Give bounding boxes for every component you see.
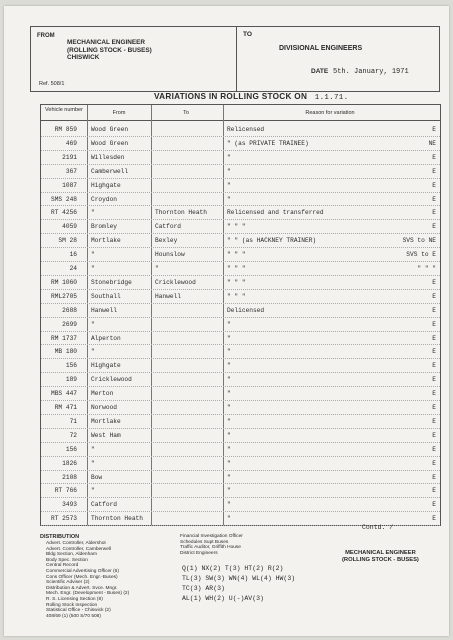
cell-code: E [432, 320, 436, 328]
title-date: 1.1.71. [314, 94, 349, 102]
cell-code: E [432, 195, 436, 203]
distribution-line: Commercial Advertising Officer (6) [46, 568, 119, 574]
cell-from-depot: " [91, 459, 95, 467]
cell-code: E [432, 445, 436, 453]
cell-vehicle-number: SM 28 [58, 237, 77, 245]
variations-table [40, 104, 441, 526]
cell-code: SVS to NE [402, 237, 436, 245]
signature-block [342, 550, 419, 564]
code-line: AL(1) WH(2) U(-)AV(3) [182, 595, 264, 602]
row-rule [41, 247, 440, 248]
column-divider [223, 105, 224, 525]
cell-code: E [432, 404, 436, 411]
distribution-line: Advert. Controller, Aldershot [46, 541, 106, 546]
distribution-line: District Engineers [180, 550, 218, 556]
row-rule [41, 470, 440, 471]
code-line: TC(3) AR(3) [182, 585, 225, 592]
cell-from-depot: West Ham [91, 431, 121, 439]
distribution-heading: DISTRIBUTION [40, 534, 80, 540]
distribution-line: Body Spec. Section [46, 557, 88, 563]
code-line: Q(1) NX(2) T(3) HT(2) R(2) [182, 565, 284, 572]
cell-from-depot: Willesden [91, 153, 125, 161]
cell-vehicle-number: 189 [65, 376, 77, 384]
cell-from-depot: " [91, 487, 95, 495]
cell-from-depot: Highgate [91, 362, 121, 370]
cell-from-depot: " [91, 251, 95, 259]
cell-from-depot: Mortlake [91, 417, 121, 425]
title-text: VARIATIONS IN ROLLING STOCK ON [154, 92, 308, 101]
distribution-list-secondary [180, 534, 243, 556]
cell-vehicle-number: 2108 [62, 473, 77, 481]
cell-reason: " [227, 417, 231, 425]
row-rule [41, 178, 440, 179]
reference-number: Ref. 508/1 [39, 81, 65, 87]
distribution-line: Financial Investigation Officer [180, 534, 243, 539]
cell-code: E [432, 209, 436, 217]
cell-code: " " " [417, 265, 436, 272]
row-rule [41, 233, 440, 234]
row-rule [41, 442, 440, 443]
cell-vehicle-number: 367 [65, 167, 77, 175]
cell-from-depot: Bow [91, 473, 103, 481]
cell-reason: Delicensed [227, 306, 265, 314]
cell-reason: " [227, 320, 231, 328]
cell-code: E [432, 473, 436, 481]
cell-from-depot: Highgate [91, 181, 121, 189]
cell-vehicle-number: RT 766 [54, 487, 77, 495]
cell-from-depot: " [91, 445, 95, 453]
table-header [41, 105, 440, 121]
distribution-line: 408/69 (1) (500 S/70 508) [46, 613, 101, 619]
cell-reason: " [227, 362, 231, 370]
date-row [311, 68, 409, 76]
recipient: DIVISIONAL ENGINEERS [279, 45, 363, 52]
cell-vehicle-number: RM 859 [54, 126, 77, 133]
cell-code: E [432, 487, 436, 495]
cell-code: E [432, 348, 436, 356]
cell-code: E [432, 459, 436, 467]
distribution-line: Scientific Adviser (2) [46, 580, 90, 586]
cell-code: E [432, 223, 436, 231]
cell-reason: " [227, 181, 231, 189]
header-divider [236, 27, 237, 91]
cell-code: E [432, 167, 436, 175]
distribution-line: Advert. Controller, Camberwell [46, 546, 112, 552]
cell-from-depot: " [91, 348, 95, 356]
row-rule [41, 358, 440, 359]
cell-reason: " (as PRIVATE TRAINEE) [227, 139, 309, 147]
cell-vehicle-number: RM 1737 [51, 334, 77, 342]
cell-reason: " [227, 376, 231, 384]
cell-vehicle-number: 2191 [62, 153, 77, 161]
cell-to-depot: Hanwell [155, 292, 181, 300]
cell-reason: " [227, 431, 231, 439]
cell-vehicle-number: 156 [65, 362, 77, 370]
cell-code: E [432, 181, 436, 189]
cell-from-depot: Croydon [91, 195, 117, 203]
cell-from-depot: Alperton [91, 334, 121, 342]
cell-reason: " [227, 473, 231, 481]
cell-vehicle-number: 24 [69, 265, 77, 272]
row-rule [41, 344, 440, 345]
row-rule [41, 331, 440, 332]
cell-code: E [432, 515, 436, 523]
cell-from-depot: " [91, 320, 95, 328]
cell-reason: " [227, 459, 231, 467]
column-divider [87, 105, 88, 525]
cell-reason: Relicensed and transferred [227, 209, 324, 217]
to-label: TO [243, 31, 253, 38]
continued-note: Contd. / [362, 524, 394, 531]
distribution-line: Schedules Supt Buses [180, 539, 229, 545]
cell-code: E [432, 362, 436, 370]
cell-reason: " [227, 390, 231, 398]
cell-from-depot: Stonebridge [91, 278, 132, 286]
column-divider [151, 105, 152, 525]
cell-code: E [432, 501, 436, 509]
cell-vehicle-number: 3493 [62, 501, 77, 509]
cell-from-depot: Camberwell [91, 167, 129, 175]
cell-reason: " " (as HACKNEY TRAINER) [227, 237, 317, 245]
cell-vehicle-number: 71 [69, 417, 77, 425]
distribution-line: Rolling Stock Inspection [46, 602, 98, 608]
row-rule [41, 428, 440, 429]
cell-from-depot: Wood Green [91, 126, 129, 133]
cell-from-depot: Bromley [91, 223, 117, 231]
cell-code: E [432, 153, 436, 161]
cell-vehicle-number: RM 1060 [51, 278, 77, 286]
distribution-line: Bldg Section, Aldenham [46, 552, 97, 558]
document-sheet [4, 6, 449, 636]
cell-vehicle-number: RM 471 [54, 404, 77, 411]
cell-reason: " " " [227, 278, 246, 286]
cell-from-depot: Merton [91, 390, 114, 398]
distribution-list [46, 541, 129, 619]
cell-from-depot: Wood Green [91, 139, 129, 147]
cell-reason: " " " [227, 292, 246, 300]
document-title [154, 92, 348, 102]
header-reason: Reason for variation [305, 110, 355, 116]
cell-reason: " [227, 348, 231, 356]
cell-from-depot: Southall [91, 292, 121, 300]
from-line: MECHANICAL ENGINEER [67, 39, 145, 46]
distribution-line: Statistical Office - Chiswick (2) [46, 608, 111, 614]
cell-reason: " " " [227, 265, 246, 272]
cell-reason: " [227, 153, 231, 161]
row-rule [41, 372, 440, 373]
row-rule [41, 414, 440, 415]
header-from: From [112, 110, 126, 116]
cell-code: E [432, 126, 436, 133]
cell-code: E [432, 376, 436, 384]
from-line: (ROLLING STOCK - BUSES) [67, 46, 152, 54]
depot-codes [182, 564, 295, 604]
cell-code: E [432, 431, 436, 439]
cell-reason: " [227, 501, 231, 509]
cell-vehicle-number: 1826 [62, 459, 77, 467]
date-label: DATE [311, 68, 329, 75]
cell-code: E [432, 292, 436, 300]
memo-header [30, 26, 440, 92]
cell-vehicle-number: 469 [65, 139, 77, 147]
row-rule [41, 205, 440, 206]
cell-vehicle-number: 2699 [62, 320, 77, 328]
row-rule [41, 303, 440, 304]
cell-to-depot: Hounslow [155, 251, 185, 259]
cell-vehicle-number: MB 180 [54, 348, 77, 356]
cell-to-depot: " [155, 265, 159, 272]
row-rule [41, 261, 440, 262]
cell-vehicle-number: 156 [65, 445, 77, 453]
row-rule [41, 483, 440, 484]
cell-code: SVS to E [406, 251, 436, 259]
cell-to-depot: Catford [155, 223, 181, 231]
cell-vehicle-number: RT 2573 [51, 515, 77, 523]
cell-reason: " [227, 445, 231, 453]
cell-reason: " [227, 487, 231, 495]
cell-reason: " [227, 195, 231, 203]
distribution-line: Distribution & Advert. Svce. Mngr. [46, 585, 118, 591]
code-line: TL(3) SW(3) WN(4) WL(4) HW(3) [182, 575, 296, 582]
cell-to-depot: Cricklewood [155, 278, 196, 286]
row-rule [41, 150, 440, 151]
row-rule [41, 456, 440, 457]
from-address [67, 39, 152, 62]
cell-code: E [432, 417, 436, 425]
cell-vehicle-number: 16 [69, 251, 77, 259]
row-rule [41, 386, 440, 387]
row-rule [41, 164, 440, 165]
cell-from-depot: Hanwell [91, 306, 117, 314]
cell-from-depot: " [91, 209, 95, 217]
cell-vehicle-number: 72 [69, 431, 77, 439]
from-label: FROM [37, 33, 55, 39]
cell-reason: " [227, 404, 231, 411]
header-vehicle: Vehicle number [45, 107, 83, 113]
cell-vehicle-number: RML2705 [51, 292, 77, 300]
distribution-line: Central Record [46, 563, 79, 569]
cell-vehicle-number: MBS 447 [51, 390, 77, 398]
distribution-line: Mech. Engr. (Development - Buses) (2) [46, 591, 130, 597]
row-rule [41, 219, 440, 220]
cell-vehicle-number: 4059 [62, 223, 77, 231]
cell-vehicle-number: RT 4256 [51, 209, 77, 217]
signature-line: (ROLLING STOCK - BUSES) [342, 557, 419, 563]
signature-line: MECHANICAL ENGINEER [345, 550, 416, 556]
distribution-line: Traffic Auditor, Griffith House [180, 545, 241, 551]
row-rule [41, 192, 440, 193]
from-line: CHISWICK [67, 54, 100, 62]
cell-from-depot: Mortlake [91, 237, 121, 245]
row-rule [41, 136, 440, 137]
row-rule [41, 317, 440, 318]
cell-reason: " [227, 167, 231, 175]
header-to: To [183, 110, 189, 116]
cell-code: E [432, 390, 436, 398]
cell-vehicle-number: 2688 [62, 306, 77, 314]
cell-code: NE [428, 139, 436, 147]
row-rule [41, 275, 440, 276]
cell-code: E [432, 334, 436, 342]
cell-from-depot: Cricklewood [91, 376, 132, 384]
row-rule [41, 497, 440, 498]
row-rule [41, 289, 440, 290]
date-value: 5th. January, 1971 [333, 68, 409, 76]
distribution-line: R. S. Licensing Section (8) [46, 596, 103, 602]
cell-reason: " " " [227, 251, 246, 259]
cell-reason: Relicensed [227, 126, 265, 133]
cell-from-depot: Thornton Heath [91, 515, 143, 523]
cell-vehicle-number: SMS 248 [51, 195, 77, 203]
cell-vehicle-number: 1087 [62, 181, 77, 189]
cell-reason: " [227, 515, 231, 523]
row-rule [41, 400, 440, 401]
cell-from-depot: " [91, 265, 95, 272]
row-rule [41, 511, 440, 512]
cell-code: E [432, 278, 436, 286]
cell-code: E [432, 306, 436, 314]
cell-from-depot: Catford [91, 501, 117, 509]
cell-from-depot: Norwood [91, 404, 117, 411]
distribution-line: Cons Officer (Mech. Engr.-Buses) [46, 574, 118, 580]
cell-to-depot: Bexley [155, 237, 178, 245]
cell-reason: " " " [227, 223, 246, 231]
cell-reason: " [227, 334, 231, 342]
cell-to-depot: Thornton Heath [155, 209, 207, 217]
